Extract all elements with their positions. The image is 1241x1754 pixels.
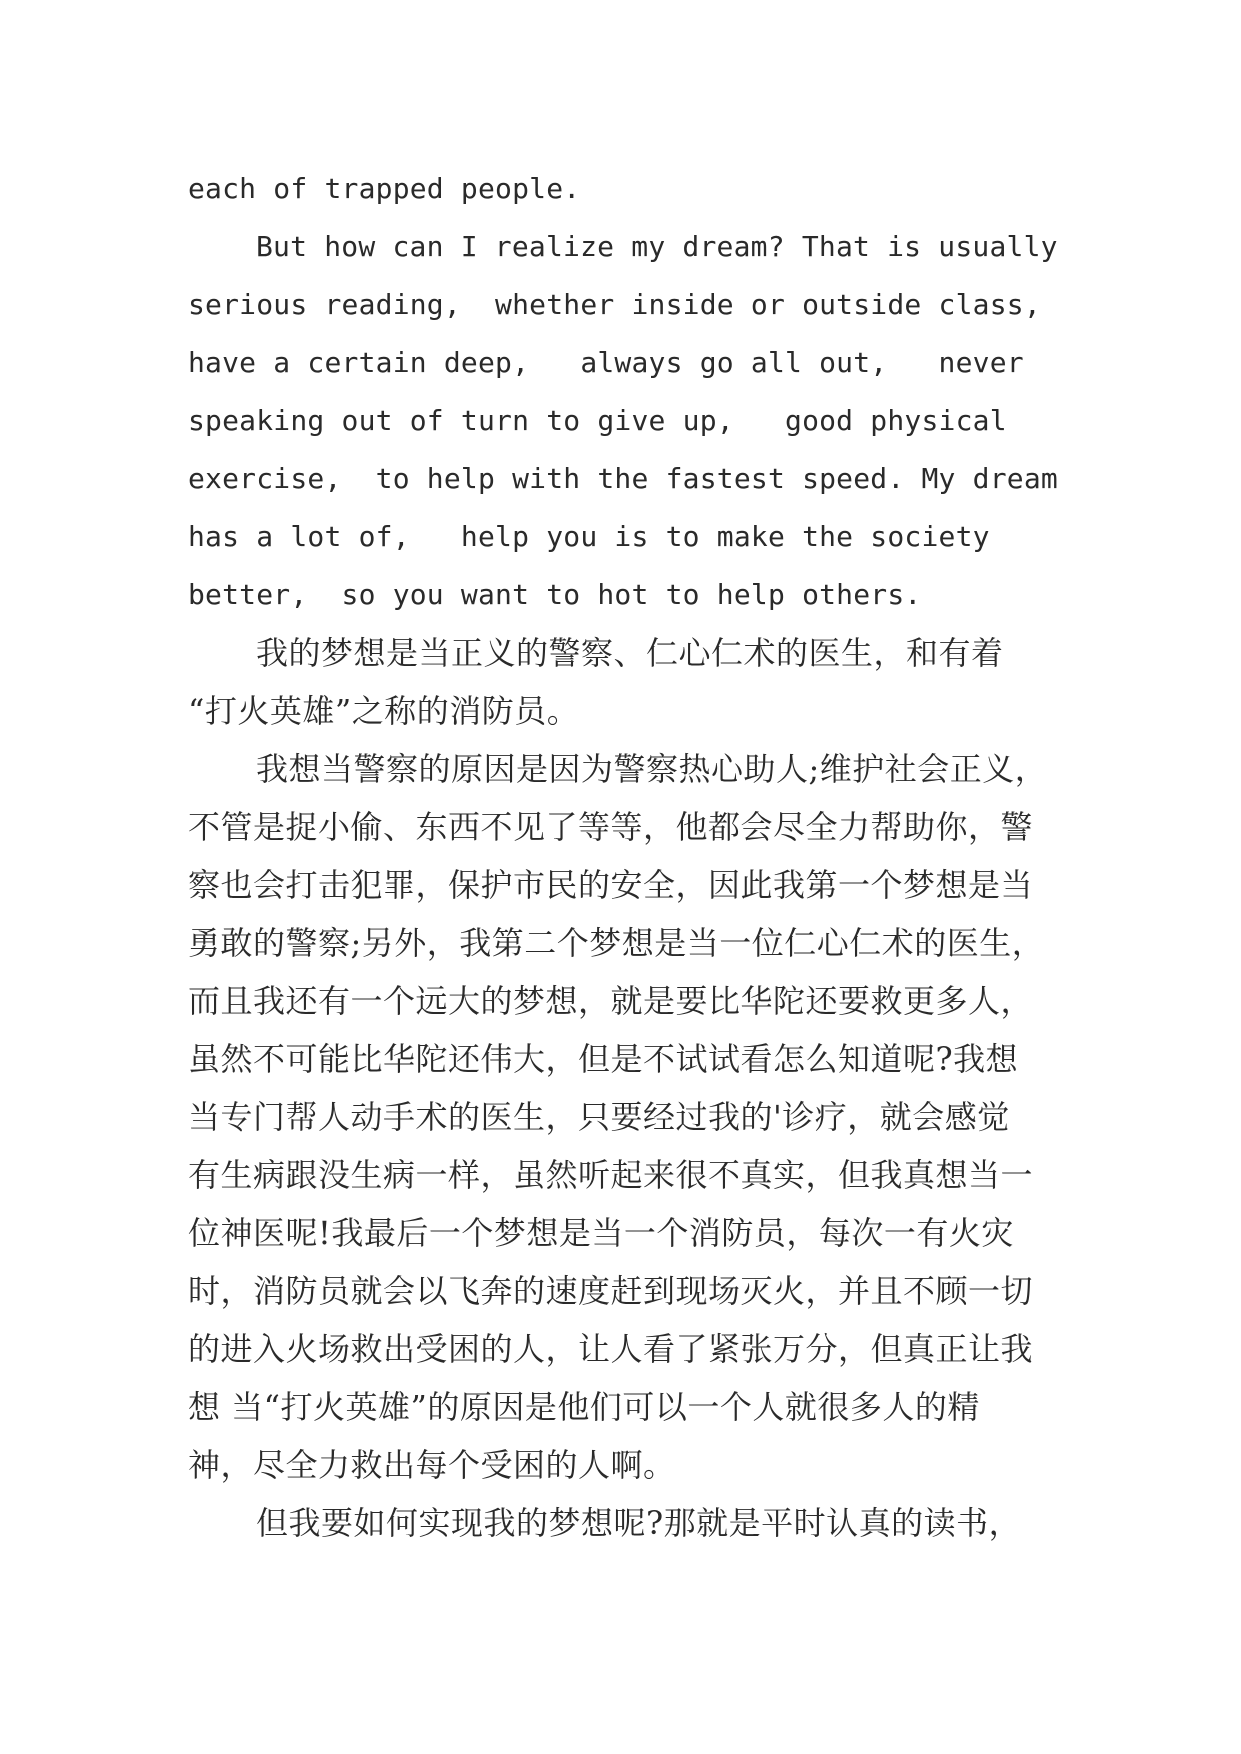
text-line: serious reading, whether inside or outside class, <box>188 288 1041 321</box>
text-line: 的进入火场救出受困的人，让人看了紧张万分，但真正让我 <box>188 1330 1034 1368</box>
text-line: 时，消防员就会以飞奔的速度赶到现场灭火，并且不顾一切 <box>188 1272 1034 1310</box>
text-line: 察也会打击犯罪，保护市民的安全，因此我第一个梦想是当 <box>188 866 1034 904</box>
text-line: “打火英雄”之称的消防员。 <box>188 692 580 730</box>
text-line: 当专门帮人动手术的医生，只要经过我的'诊疗，就会感觉 <box>188 1098 1010 1136</box>
text-line: 神，尽全力救出每个受困的人啊。 <box>188 1446 676 1484</box>
paragraph-start-line: 我的梦想是当正义的警察、仁心仁术的医生，和有着 <box>256 634 1004 672</box>
text-line: exercise, to help with the fastest speed. My dream <box>188 462 1058 495</box>
text-line: better, so you want to hot to help others. <box>188 578 922 611</box>
text-line: 有生病跟没生病一样，虽然听起来很不真实，但我真想当一 <box>188 1156 1034 1194</box>
text-line: 虽然不可能比华陀还伟大，但是不试试看怎么知道呢?我想 <box>188 1040 1019 1078</box>
text-line: 而且我还有一个远大的梦想，就是要比华陀还要救更多人， <box>188 982 1034 1020</box>
text-line: 位神医呢!我最后一个梦想是当一个消防员，每次一有火灾 <box>188 1214 1014 1252</box>
text-line: 勇敢的警察;另外，我第二个梦想是当一位仁心仁术的医生， <box>188 924 1045 962</box>
text-line: 想 当“打火英雄”的原因是他们可以一个人就很多人的精 <box>188 1388 980 1426</box>
text-line: have a certain deep, always go all out, never <box>188 346 1024 379</box>
document-body <box>188 160 1058 1552</box>
paragraph-start-line: 但我要如何实现我的梦想呢?那就是平时认真的读书， <box>256 1504 1022 1542</box>
text-line: each of trapped people. <box>188 172 581 205</box>
paragraph-start-line: 我想当警察的原因是因为警察热心助人;维护社会正义， <box>256 750 1048 788</box>
text-line: 不管是捉小偷、东西不见了等等，他都会尽全力帮助你，警 <box>188 808 1034 846</box>
paragraph-start-line: But how can I realize my dream? That is usually <box>256 230 1058 263</box>
text-line: has a lot of, help you is to make the society <box>188 520 990 553</box>
text-line: speaking out of turn to give up, good physical <box>188 404 1007 437</box>
